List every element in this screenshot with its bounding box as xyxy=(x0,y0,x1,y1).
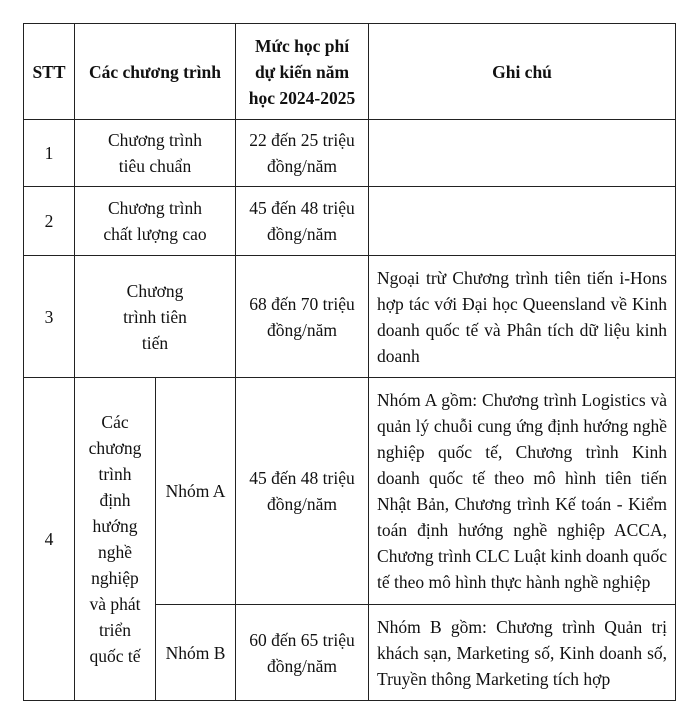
row-note xyxy=(369,120,676,187)
row-fee: 68 đến 70 triệu đồng/năm xyxy=(236,256,369,378)
table-row xyxy=(24,256,676,378)
group-name: Nhóm B xyxy=(156,605,236,701)
group-fee: 45 đến 48 triệu đồng/năm xyxy=(236,378,369,605)
table-row xyxy=(24,187,676,256)
group-note: Nhóm A gồm: Chương trình Logistics và quản lý chuỗi cung ứng định hướng nghề nghiệp quốc tế, Chương trình Kinh doanh quốc tế theo mô hình tiên tiến Nhật Bản, Chương trình Kế toán - Kiểm toán định hướng nghề nghiệp ACCA, Chương trình CLC Luật kinh doanh quốc tế theo mô hình thực hành nghề nghiệp xyxy=(369,378,676,605)
row-program: Chương trình chất lượng cao xyxy=(75,187,236,256)
row-fee: 22 đến 25 triệu đồng/năm xyxy=(236,120,369,187)
header-row xyxy=(24,24,676,120)
table-row xyxy=(24,378,676,605)
row-program: Các chương trình định hướng nghề nghiệp và phát triển quốc tế xyxy=(75,378,156,701)
header-note: Ghi chú xyxy=(369,24,676,120)
row-stt: 2 xyxy=(24,187,75,256)
header-fee: Mức học phí dự kiến năm học 2024-2025 xyxy=(236,24,369,120)
tuition-table xyxy=(23,23,676,701)
header-program: Các chương trình xyxy=(75,24,236,120)
row-stt: 4 xyxy=(24,378,75,701)
row-program: Chương trình tiêu chuẩn xyxy=(75,120,236,187)
header-stt: STT xyxy=(24,24,75,120)
row-program: Chương trình tiên tiến xyxy=(75,256,236,378)
table-row xyxy=(24,120,676,187)
row-note: Ngoại trừ Chương trình tiên tiến i-Hons hợp tác với Đại học Queensland về Kinh doanh quốc tế và Phân tích dữ liệu kinh doanh xyxy=(369,256,676,378)
group-note: Nhóm B gồm: Chương trình Quản trị khách sạn, Marketing số, Kinh doanh số, Truyền thông Marketing tích hợp xyxy=(369,605,676,701)
group-name: Nhóm A xyxy=(156,378,236,605)
row-fee: 45 đến 48 triệu đồng/năm xyxy=(236,187,369,256)
row-stt: 3 xyxy=(24,256,75,378)
row-note xyxy=(369,187,676,256)
row-stt: 1 xyxy=(24,120,75,187)
group-fee: 60 đến 65 triệu đồng/năm xyxy=(236,605,369,701)
